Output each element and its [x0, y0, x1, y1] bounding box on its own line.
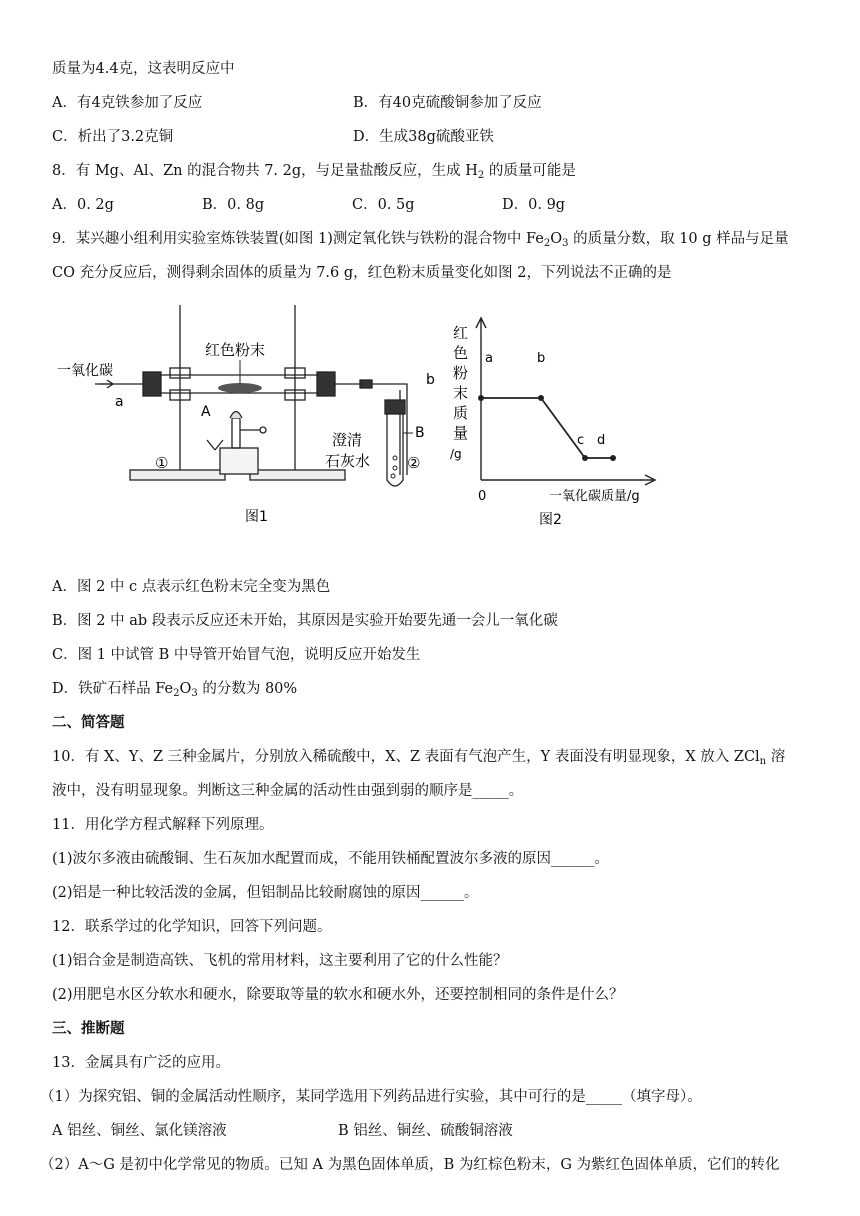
- q9-text: 9．某兴趣小组利用实验室炼铁装置(如图 1)测定氧化铁与铁粉的混合物中 Fe: [52, 231, 544, 247]
- option-7b: B．有40克硫酸铜参加了反应: [353, 95, 542, 111]
- q9-sub2: 3: [562, 238, 569, 249]
- x-axis-label: 一氧化碳质量/g: [549, 489, 640, 504]
- question-11-1: (1)波尔多液由硫酸铜、生石灰加水配置而成，不能用铁桶配置波尔多液的原因______。: [52, 851, 610, 867]
- figure-2-caption: 图2: [539, 512, 562, 528]
- y-axis-label-char: 质: [453, 404, 469, 422]
- point-b: [538, 395, 544, 401]
- label-co: 一氧化碳: [57, 363, 113, 379]
- pt-b-label: b: [537, 351, 546, 366]
- figure-1-apparatus: [55, 300, 445, 530]
- q9-mid: O: [550, 231, 563, 247]
- option-7d: D．生成38g硫酸亚铁: [353, 129, 494, 145]
- option-9a: A．图 2 中 c 点表示红色粉末完全变为黑色: [52, 579, 331, 595]
- option-9c: C．图 1 中试管 B 中导管开始冒气泡，说明反应开始发生: [52, 647, 421, 663]
- q9d-mid: O: [179, 681, 192, 697]
- label-1: ①: [155, 454, 169, 472]
- option-7a: A．有4克铁参加了反应: [52, 95, 203, 111]
- option-8a: A．0. 2g: [52, 197, 114, 213]
- question-9-line1: [52, 229, 789, 254]
- q9-end: 的质量分数，取 10 g 样品与足量: [568, 231, 789, 247]
- pt-d-label: d: [597, 433, 606, 448]
- y-axis-label-char: 色: [453, 344, 469, 362]
- figure-1-caption: 图1: [245, 509, 268, 525]
- q9d-text: D．铁矿石样品 Fe: [52, 681, 174, 697]
- q9-sub1: 2: [543, 238, 551, 249]
- question-8: [52, 161, 576, 186]
- q10-text: 10．有 X、Y、Z 三种金属片，分别放入稀硫酸中，X、Z 表面有气泡产生，Y 表面没有明显现象，X 放入 ZCl: [52, 749, 760, 765]
- label-A: A: [201, 404, 211, 420]
- question-11-2: (2)铝是一种比较活泼的金属，但铝制品比较耐腐蚀的原因______。: [52, 885, 479, 901]
- option-8c: C．0. 5g: [352, 197, 415, 213]
- question-13: 13．金属具有广泛的应用。: [52, 1055, 230, 1071]
- question-12-1: (1)铝合金是制造高铁、飞机的常用材料，这主要利用了它的什么性能？: [52, 953, 508, 969]
- pt-a-label: a: [485, 351, 493, 366]
- option-9b: B．图 2 中 ab 段表示反应还未开始，其原因是实验开始要先通一会儿一氧化碳: [52, 613, 558, 629]
- question-12: 12．联系学过的化学知识，回答下列问题。: [52, 919, 332, 935]
- option-9d: [52, 679, 297, 704]
- text-line: 质量为4.4克，这表明反应中: [52, 61, 235, 77]
- y-axis-label-char: 粉: [453, 364, 469, 382]
- q10-end: 溶: [766, 749, 786, 765]
- y-axis-label-char: 末: [453, 384, 469, 402]
- q10-sub: n: [759, 756, 767, 767]
- question-13-2: （2）A～G 是初中化学常见的物质。已知 A 为黑色固体单质，B 为红棕色粉末，G 为紫红色固体单质，它们的转化: [40, 1157, 780, 1173]
- option-7c: C．析出了3.2克铜: [52, 129, 174, 145]
- section-3-title: 三、推断题: [52, 1020, 125, 1037]
- label-a: a: [115, 394, 124, 410]
- q9d-sub1: 2: [173, 688, 180, 699]
- q8-end: 的质量可能是: [484, 163, 576, 179]
- figure-2-chart: [445, 310, 665, 535]
- q8-text: 8．有 Mg、Al、Zn 的混合物共 7. 2g，与足量盐酸反应，生成 H: [52, 163, 478, 179]
- q9d-sub2: 3: [191, 688, 198, 699]
- option-13a: A 铝丝、铜丝、氯化镁溶液: [52, 1123, 227, 1139]
- point-d: [610, 455, 616, 461]
- label-2: ②: [407, 454, 421, 472]
- section-2-title: 二、简答题: [52, 714, 125, 731]
- label-red-powder: 红色粉末: [205, 341, 266, 359]
- option-8b: B．0. 8g: [202, 197, 265, 213]
- label-lime-2: 石灰水: [325, 452, 371, 470]
- y-axis-label-char: /g: [450, 447, 462, 461]
- point-c: [582, 455, 588, 461]
- question-10-line1: [52, 747, 785, 772]
- question-9-line2: CO 充分反应后，测得剩余固体的质量为 7.6 g，红色粉末质量变化如图 2，下列说法不正确的是: [52, 265, 672, 281]
- label-b: b: [426, 372, 435, 388]
- question-10-line2: 液中，没有明显现象。判断这三种金属的活动性由强到弱的顺序是_____。: [52, 783, 524, 799]
- label-lime-1: 澄清: [332, 431, 363, 449]
- option-8d: D．0. 9g: [502, 197, 566, 213]
- y-axis-label-char: 红: [453, 324, 469, 342]
- point-a: [478, 395, 484, 401]
- q8-sub: 2: [477, 170, 485, 181]
- y-axis-label-char: 量: [453, 424, 469, 442]
- question-13-1: （1）为探究铝、铜的金属活动性顺序，某同学选用下列药品进行实验，其中可行的是_____（填字母）。: [40, 1089, 702, 1105]
- question-12-2: (2)用肥皂水区分软水和硬水，除要取等量的软水和硬水外，还要控制相同的条件是什么？: [52, 987, 624, 1003]
- label-B: B: [415, 425, 425, 441]
- q9d-end: 的分数为 80%: [197, 681, 298, 697]
- question-11: 11．用化学方程式解释下列原理。: [52, 817, 274, 833]
- origin-label: 0: [478, 489, 487, 504]
- y-axis-label: [450, 324, 468, 461]
- option-13b: B 铝丝、铜丝、硫酸铜溶液: [338, 1123, 513, 1139]
- pt-c-label: c: [577, 433, 585, 448]
